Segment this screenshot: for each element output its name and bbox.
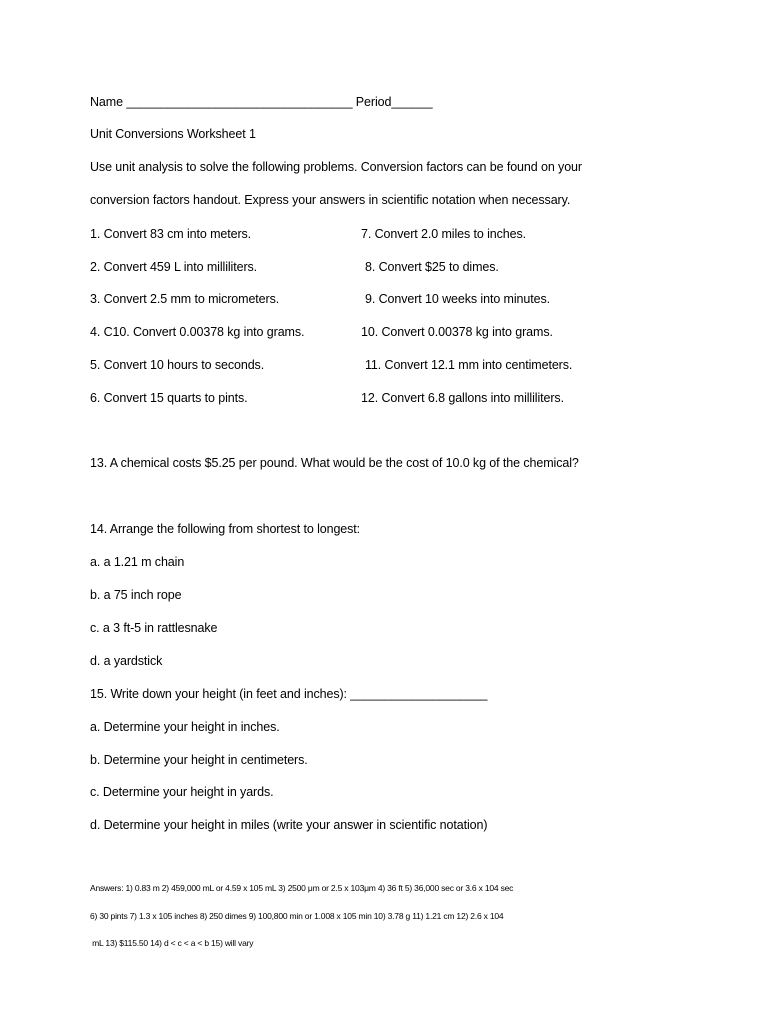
problem-14-option-a: a. a 1.21 m chain bbox=[90, 555, 185, 569]
answers-line-1: Answers: 1) 0.83 m 2) 459,000 mL or 4.59 x 105 mL 3) 2500 μm or 2.5 x 103μm 4) 36 ft 5) 36,000 sec or 3.6 x 104 sec bbox=[90, 883, 514, 893]
instructions-line-1: Use unit analysis to solve the following problems. Conversion factors can be found on your bbox=[90, 160, 582, 174]
problem-14-option-b: b. a 75 inch rope bbox=[90, 588, 182, 602]
problem-2: 2. Convert 459 L into milliliters. bbox=[90, 260, 258, 274]
name-period-line: Name _________________________________ Period______ bbox=[90, 95, 433, 109]
problem-14-prompt: 14. Arrange the following from shortest to longest: bbox=[90, 522, 361, 536]
problem-5: 5. Convert 10 hours to seconds. bbox=[90, 358, 265, 372]
problem-9: 9. Convert 10 weeks into minutes. bbox=[365, 292, 550, 306]
problem-7: 7. Convert 2.0 miles to inches. bbox=[361, 227, 527, 241]
problem-14-option-d: d. a yardstick bbox=[90, 654, 163, 668]
problem-12: 12. Convert 6.8 gallons into milliliters. bbox=[361, 391, 564, 405]
problem-13: 13. A chemical costs $5.25 per pound. What would be the cost of 10.0 kg of the chemical? bbox=[90, 456, 579, 470]
problem-15-part-c: c. Determine your height in yards. bbox=[90, 785, 274, 799]
instructions-line-2: conversion factors handout. Express your answers in scientific notation when necessary. bbox=[90, 193, 571, 207]
answers-line-3: mL 13) $115.50 14) d < c < a < b 15) will vary bbox=[90, 938, 254, 948]
answers-line-2: 6) 30 pints 7) 1.3 x 105 inches 8) 250 dimes 9) 100,800 min or 1.008 x 105 min 10) 3.78 g 11) 1.21 cm 12) 2.6 x 104 bbox=[90, 911, 504, 921]
problem-15-part-d: d. Determine your height in miles (write your answer in scientific notation) bbox=[90, 818, 488, 832]
problem-4: 4. C10. Convert 0.00378 kg into grams. bbox=[90, 325, 305, 339]
problem-14-option-c: c. a 3 ft-5 in rattlesnake bbox=[90, 621, 218, 635]
problem-11: 11. Convert 12.1 mm into centimeters. bbox=[365, 358, 573, 372]
worksheet-title: Unit Conversions Worksheet 1 bbox=[90, 127, 256, 141]
problem-15-prompt: 15. Write down your height (in feet and inches): ____________________ bbox=[90, 687, 488, 701]
problem-10: 10. Convert 0.00378 kg into grams. bbox=[361, 325, 553, 339]
problem-15-part-a: a. Determine your height in inches. bbox=[90, 720, 280, 734]
problem-8: 8. Convert $25 to dimes. bbox=[365, 260, 499, 274]
problem-1: 1. Convert 83 cm into meters. bbox=[90, 227, 252, 241]
problem-3: 3. Convert 2.5 mm to micrometers. bbox=[90, 292, 280, 306]
problem-6: 6. Convert 15 quarts to pints. bbox=[90, 391, 248, 405]
problem-15-part-b: b. Determine your height in centimeters. bbox=[90, 753, 308, 767]
